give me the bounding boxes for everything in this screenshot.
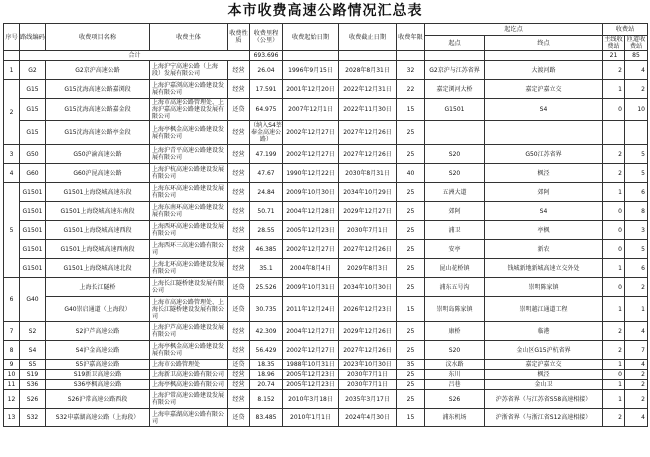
cell-ramp: 2 (625, 278, 648, 297)
cell-years: 35 (397, 360, 425, 370)
cell-years: 15 (397, 297, 425, 322)
cell-owner: 上海亭枫金高速公路建设发展有限公司 (150, 341, 228, 360)
table-row (4, 183, 648, 202)
cell-end: 2035年3月17日 (339, 390, 397, 409)
table-row (4, 259, 648, 278)
header-stations: 收费站 (603, 24, 648, 36)
cell-start: 1996年9月15日 (283, 61, 339, 80)
cell-owner: 上海北环高速公路建设发展有限公司 (150, 259, 228, 278)
cell-start: 2002年12月27日 (283, 240, 339, 259)
cell-to: 嘉定沪嘉立交 (485, 360, 603, 370)
cell-end: 2029年8月3日 (339, 259, 397, 278)
cell-main: 1 (603, 297, 625, 322)
cell-mileage: 20.74 (250, 380, 283, 390)
header-start-date: 收费起始日期 (283, 24, 339, 51)
cell-no: 12 (4, 390, 20, 409)
cell-to: 崇明陈家镇 (485, 278, 603, 297)
cell-ramp: 5 (625, 145, 648, 164)
cell-name: 上海长江隧桥 (46, 278, 150, 297)
cell-main: 0 (603, 99, 625, 121)
cell-nature: 还贷 (228, 297, 250, 322)
cell-code: G1501 (20, 183, 46, 202)
cell-owner: 上海市公路管理处 (150, 360, 228, 370)
cell-mileage: 18.96 (250, 370, 283, 380)
summary-main: 21 (603, 51, 625, 61)
toll-highway-table (3, 23, 648, 427)
cell-mileage: （纳入S4莘奉金高速公路） (250, 122, 282, 143)
cell-ramp: 4 (625, 409, 648, 427)
cell-owner: 上海市高速公路管理处、上海沪嘉高速公路建设发展有限公司 (150, 99, 228, 121)
cell-no: 8 (4, 341, 20, 360)
cell-name: G1501上海绕城高速北段 (46, 259, 150, 278)
cell-nature: 还贷 (228, 360, 250, 370)
cell-code: S2 (20, 322, 46, 341)
cell-from: 浦卫 (425, 221, 485, 240)
cell-from: S20 (425, 164, 485, 183)
cell-end: 2030年7月1日 (339, 380, 397, 390)
cell-code: G50 (20, 145, 46, 164)
cell-name: S4沪金高速公路 (46, 341, 150, 360)
cell-name: G50沪渝高速公路 (46, 145, 150, 164)
cell-mileage: 46.385 (250, 240, 283, 259)
cell-mileage: 25.526 (250, 278, 283, 297)
summary-ramp: 85 (625, 51, 648, 61)
cell-end: 2034年10月30日 (339, 278, 397, 297)
cell-years: 25 (397, 278, 425, 297)
cell-no: 3 (4, 145, 20, 164)
cell-main: 0 (603, 221, 625, 240)
cell-start: 2002年12月27日 (283, 145, 339, 164)
cell-main: 1 (603, 390, 625, 409)
header-to: 终点 (485, 36, 603, 51)
header-end-date: 收费截止日期 (339, 24, 397, 51)
cell-from: 五洲大道 (425, 183, 485, 202)
table-row (4, 240, 648, 259)
table-row (4, 202, 648, 221)
table-row (4, 297, 648, 322)
cell-years: 25 (397, 121, 425, 145)
cell-to: 崇明越江通道工程 (485, 297, 603, 322)
cell-start: 2005年12月23日 (283, 380, 339, 390)
cell-owner: 上海沪嘉浏高速公路建设发展有限公司 (150, 80, 228, 99)
cell-nature: 经营 (228, 221, 250, 240)
cell-mileage: 28.55 (250, 221, 283, 240)
cell-main: 1 (603, 360, 625, 370)
cell-end: 2022年12月31日 (339, 80, 397, 99)
cell-mileage: 64.975 (250, 99, 283, 121)
cell-to: S4 (485, 202, 603, 221)
cell-owner: 上海亭枫金高速公路建设发展有限公司 (150, 121, 228, 145)
cell-ramp: 2 (625, 80, 648, 99)
cell-end: 2028年8月31日 (339, 61, 397, 80)
cell-from: S20 (425, 341, 485, 360)
cell-no: 6 (4, 278, 20, 322)
cell-nature: 经营 (228, 61, 250, 80)
cell-owner: 上海西环高速公路建设发展有限公司 (150, 221, 228, 240)
cell-nature: 还贷 (228, 99, 250, 121)
table-row (4, 322, 648, 341)
cell-to: 亭枫 (485, 221, 603, 240)
cell-from: 东川 (425, 370, 485, 380)
page-title: 本市收费高速公路情况汇总表 (227, 3, 423, 19)
cell-code: G15 (20, 99, 46, 121)
cell-years: 25 (397, 341, 425, 360)
cell-main: 0 (603, 202, 625, 221)
cell-to: 金山区G15沪杭省界 (485, 341, 603, 360)
cell-start: 2004年8月4日 (283, 259, 339, 278)
cell-end: 2027年12月26日 (339, 145, 397, 164)
cell-to: 金山卫 (485, 380, 603, 390)
cell-main: 2 (603, 145, 625, 164)
cell-end: 2022年11月30日 (339, 99, 397, 121)
cell-start: 2007年12月1日 (283, 99, 339, 121)
cell-ramp: 2 (625, 370, 648, 380)
cell-from: 浦东五号沟 (425, 278, 485, 297)
cell-nature: 经营 (228, 322, 250, 341)
summary-empty-5 (485, 51, 603, 61)
cell-code: S5 (20, 360, 46, 370)
cell-code: G40 (20, 278, 46, 322)
cell-ramp: 2 (625, 380, 648, 390)
cell-start: 2004年12月27日 (283, 322, 339, 341)
cell-owner: 上海西环三高速公路有限公司 (150, 240, 228, 259)
cell-to: 钱城新地新城高速立交外处 (485, 259, 603, 278)
cell-mileage: 35.1 (250, 259, 283, 278)
cell-name: S5沪嘉高速公路 (46, 360, 150, 370)
cell-main (603, 121, 625, 145)
summary-no (4, 51, 20, 61)
cell-end: 2023年10月30日 (339, 360, 397, 370)
cell-to: G50江苏省界 (485, 145, 603, 164)
header-name: 收费项目名称 (46, 24, 150, 51)
cell-end: 2026年12月23日 (339, 297, 397, 322)
cell-start: 2002年12月27日 (283, 341, 339, 360)
cell-no: 1 (4, 61, 20, 80)
cell-owner: 上海沪芦高速公路建设发展有限公司 (150, 322, 228, 341)
cell-from: S20 (425, 145, 485, 164)
cell-ramp: 5 (625, 164, 648, 183)
summary-label: 合计 (20, 51, 250, 61)
summary-empty-3 (397, 51, 425, 61)
cell-years: 25 (397, 145, 425, 164)
cell-name: G15沈海高速公路嘉浏段 (46, 80, 150, 99)
table-row (4, 99, 648, 121)
summary-empty-1 (283, 51, 339, 61)
header-mileage: 收费里程（公里） (250, 24, 283, 51)
table-row (4, 360, 648, 370)
cell-years: 25 (397, 390, 425, 409)
cell-no: 2 (4, 80, 20, 145)
cell-name: S26沪常高速公路西段 (46, 390, 150, 409)
cell-end: 2029年12月27日 (339, 202, 397, 221)
cell-start: 2009年10月31日 (283, 278, 339, 297)
cell-start: 2002年12月27日 (283, 121, 339, 145)
cell-years: 15 (397, 409, 425, 427)
cell-ramp: 7 (625, 341, 648, 360)
cell-name: S32申嘉湖高速公路（上海段） (46, 409, 150, 427)
cell-nature: 还贷 (228, 409, 250, 427)
cell-end: 2029年12月26日 (339, 322, 397, 341)
cell-mileage: 8.152 (250, 390, 283, 409)
cell-from (425, 121, 485, 145)
cell-years: 25 (397, 240, 425, 259)
cell-years: 25 (397, 380, 425, 390)
cell-end: 2027年12月26日 (339, 240, 397, 259)
cell-years: 25 (397, 183, 425, 202)
cell-ramp: 5 (625, 240, 648, 259)
cell-owner: 上海沪宁高速公路（上海段）发展有限公司 (150, 61, 228, 80)
cell-mileage: 47.67 (250, 164, 283, 183)
cell-name: G1501上海绕城高速西南段 (46, 240, 150, 259)
cell-to: 临港 (485, 322, 603, 341)
cell-mileage: 83.485 (250, 409, 283, 427)
cell-owner: 上海东环高速公路建设发展有限公司 (150, 183, 228, 202)
header-from: 起点 (425, 36, 485, 51)
summary-mileage: 693.696 (250, 51, 283, 61)
cell-owner: 上海沪青平高速公路建设发展有限公司 (150, 145, 228, 164)
cell-start: 2001年12月20日 (283, 80, 339, 99)
cell-nature: 经营 (228, 341, 250, 360)
cell-years: 22 (397, 80, 425, 99)
table-row (4, 341, 648, 360)
cell-nature: 经营 (228, 145, 250, 164)
cell-from: 嘉定浏河大桥 (425, 80, 485, 99)
cell-to (485, 121, 603, 145)
cell-main: 1 (603, 259, 625, 278)
cell-ramp: 4 (625, 360, 648, 370)
cell-name: S36亭枫高速公路 (46, 380, 150, 390)
cell-name: G15沈海高速公路亭金段 (46, 121, 150, 145)
cell-ramp: 3 (625, 221, 648, 240)
cell-nature: 经营 (228, 202, 250, 221)
cell-mileage: 56.429 (250, 341, 283, 360)
cell-code: G1501 (20, 221, 46, 240)
cell-ramp: 6 (625, 183, 648, 202)
header-ramp-station: 匝道收费站 (625, 36, 648, 51)
cell-ramp: 10 (625, 99, 648, 121)
cell-code: G1501 (20, 202, 46, 221)
header-no: 序号 (4, 24, 20, 51)
cell-name: G1501上海绕城高速东南段 (46, 202, 150, 221)
cell-to: 嘉定沪嘉立交 (485, 80, 603, 99)
cell-nature: 经营 (228, 183, 250, 202)
cell-end: 2027年12月26日 (339, 341, 397, 360)
cell-code: G1501 (20, 259, 46, 278)
cell-owner: 上海新卫高速公路有限公司 (150, 370, 228, 380)
cell-no: 7 (4, 322, 20, 341)
cell-mileage: 26.04 (250, 61, 283, 80)
cell-start: 2010年3月18日 (283, 390, 339, 409)
cell-nature: 经营 (228, 380, 250, 390)
table-row (4, 390, 648, 409)
cell-name: G1501上海绕城高速西段 (46, 221, 150, 240)
cell-from: 郊阿 (425, 202, 485, 221)
cell-ramp: 4 (625, 322, 648, 341)
cell-main: 1 (603, 380, 625, 390)
cell-main: 0 (603, 278, 625, 297)
cell-from: 康桥 (425, 322, 485, 341)
cell-name: G1501上海绕城高速东段 (46, 183, 150, 202)
cell-end: 2030年8月31日 (339, 164, 397, 183)
cell-owner: 上海亭枫高速公路有限公司 (150, 380, 228, 390)
header-years: 收费年限 (397, 24, 425, 51)
cell-years: 15 (397, 99, 425, 121)
cell-name: S19新卫高速公路 (46, 370, 150, 380)
table-row (4, 121, 648, 145)
cell-end: 2027年12月26日 (339, 121, 397, 145)
table-row (4, 221, 648, 240)
cell-to: 枫泾 (485, 370, 603, 380)
cell-code: S36 (20, 380, 46, 390)
cell-nature: 经营 (228, 370, 250, 380)
cell-name: G15沈海高速公路嘉金段 (46, 99, 150, 121)
cell-name: G2京沪高速公路 (46, 61, 150, 80)
cell-no: 11 (4, 380, 20, 390)
cell-start: 2005年12月23日 (283, 221, 339, 240)
table-row (4, 278, 648, 297)
cell-no: 13 (4, 409, 20, 427)
summary-empty-4 (425, 51, 485, 61)
cell-code: S19 (20, 370, 46, 380)
header-code: 路线编码 (20, 24, 46, 51)
cell-code: S32 (20, 409, 46, 427)
cell-end: 2030年7月1日 (339, 221, 397, 240)
cell-no: 10 (4, 370, 20, 380)
header-nature: 收费性质 (228, 24, 250, 51)
cell-owner: 上海市高速公路管理处、上海长江隧桥建设发展有限公司 (150, 297, 228, 322)
cell-code: G2 (20, 61, 46, 80)
cell-mileage: 50.71 (250, 202, 283, 221)
table-row (4, 145, 648, 164)
cell-mileage: 17.591 (250, 80, 283, 99)
cell-code: G15 (20, 121, 46, 145)
cell-start: 2011年12月24日 (283, 297, 339, 322)
cell-to: 沪浙省界（与浙江省S12高速相接） (485, 409, 603, 427)
cell-nature: 经营 (228, 390, 250, 409)
cell-years: 25 (397, 259, 425, 278)
cell-code: G15 (20, 80, 46, 99)
cell-nature: 经营 (228, 121, 250, 145)
cell-from: 浦东机场 (425, 409, 485, 427)
header-main-station: 主线收费站 (604, 36, 623, 50)
header-endpoints: 起讫点 (425, 24, 603, 36)
cell-main: 0 (603, 370, 625, 380)
cell-main: 1 (603, 183, 625, 202)
cell-from: G1501 (425, 99, 485, 121)
cell-ramp: 4 (625, 61, 648, 80)
cell-owner: 上海申嘉湖高速公路有限公司 (150, 409, 228, 427)
cell-years: 25 (397, 221, 425, 240)
cell-owner: 上海沪常高速公路建设发展有限公司 (150, 390, 228, 409)
cell-to: 枫泾 (485, 164, 603, 183)
cell-name: G60沪昆高速公路 (46, 164, 150, 183)
cell-to: 郊阿 (485, 183, 603, 202)
cell-start: 1990年12月22日 (283, 164, 339, 183)
cell-start: 2009年10月30日 (283, 183, 339, 202)
cell-nature: 经营 (228, 164, 250, 183)
cell-from: 汶水路 (425, 360, 485, 370)
cell-main: 2 (603, 61, 625, 80)
cell-nature: 经营 (228, 259, 250, 278)
cell-from: 崇明岛陈家镇 (425, 297, 485, 322)
cell-owner: 上海东南环高速公路建设发展有限公司 (150, 202, 228, 221)
cell-years: 25 (397, 322, 425, 341)
cell-mileage: 18.35 (250, 360, 283, 370)
table-row (4, 80, 648, 99)
cell-nature: 经营 (228, 80, 250, 99)
summary-empty-2 (339, 51, 397, 61)
cell-years: 40 (397, 164, 425, 183)
cell-start: 2004年12月28日 (283, 202, 339, 221)
cell-years: 32 (397, 61, 425, 80)
cell-ramp: 1 (625, 297, 648, 322)
cell-mileage: 24.84 (250, 183, 283, 202)
cell-mileage: 30.735 (250, 297, 283, 322)
cell-name: G40崇启通道（上海段） (46, 297, 150, 322)
cell-start: 2010年1月1日 (283, 409, 339, 427)
cell-name: S2沪芦高速公路 (46, 322, 150, 341)
cell-from: S26 (425, 390, 485, 409)
cell-ramp: 2 (625, 390, 648, 409)
table-row (4, 164, 648, 183)
cell-ramp: 6 (625, 259, 648, 278)
cell-main: 2 (603, 341, 625, 360)
cell-nature: 还贷 (228, 278, 250, 297)
cell-code: G60 (20, 164, 46, 183)
cell-code: S26 (20, 390, 46, 409)
cell-owner: 上海沪杭高速公路建设发展有限公司 (150, 164, 228, 183)
cell-from: 安亭 (425, 240, 485, 259)
cell-mileage: 47.199 (250, 145, 283, 164)
cell-years: 25 (397, 370, 425, 380)
header-owner: 收费主体 (150, 24, 228, 51)
table-row (4, 409, 648, 427)
cell-code: S4 (20, 341, 46, 360)
cell-from: 昆山花桥镇 (425, 259, 485, 278)
cell-ramp (625, 121, 648, 145)
table-row (4, 370, 648, 380)
cell-to: 大渡河路 (485, 61, 603, 80)
cell-from: G2京沪与江苏省界 (425, 61, 485, 80)
cell-start: 1988年10月31日 (283, 360, 339, 370)
table-row (4, 380, 648, 390)
cell-no: 5 (4, 183, 20, 278)
cell-main: 0 (603, 240, 625, 259)
cell-to: S4 (485, 99, 603, 121)
cell-nature: 经营 (228, 240, 250, 259)
cell-code: G1501 (20, 240, 46, 259)
cell-years: 25 (397, 202, 425, 221)
cell-to: 新农 (485, 240, 603, 259)
cell-main: 2 (603, 164, 625, 183)
table-row (4, 61, 648, 80)
cell-from: 吕巷 (425, 380, 485, 390)
cell-end: 2034年10月29日 (339, 183, 397, 202)
cell-main: 2 (603, 409, 625, 427)
cell-start: 2005年12月23日 (283, 370, 339, 380)
cell-no: 9 (4, 360, 20, 370)
cell-no: 4 (4, 164, 20, 183)
cell-main: 2 (603, 322, 625, 341)
cell-to: 沪苏省界（与江苏省S58高速相接） (485, 390, 603, 409)
cell-main: 1 (603, 80, 625, 99)
cell-end: 2030年7月1日 (339, 370, 397, 380)
cell-end: 2024年4月30日 (339, 409, 397, 427)
cell-ramp: 8 (625, 202, 648, 221)
cell-owner: 上海长江隧桥建设发展有限公司 (150, 278, 228, 297)
cell-mileage: 42.309 (250, 322, 283, 341)
